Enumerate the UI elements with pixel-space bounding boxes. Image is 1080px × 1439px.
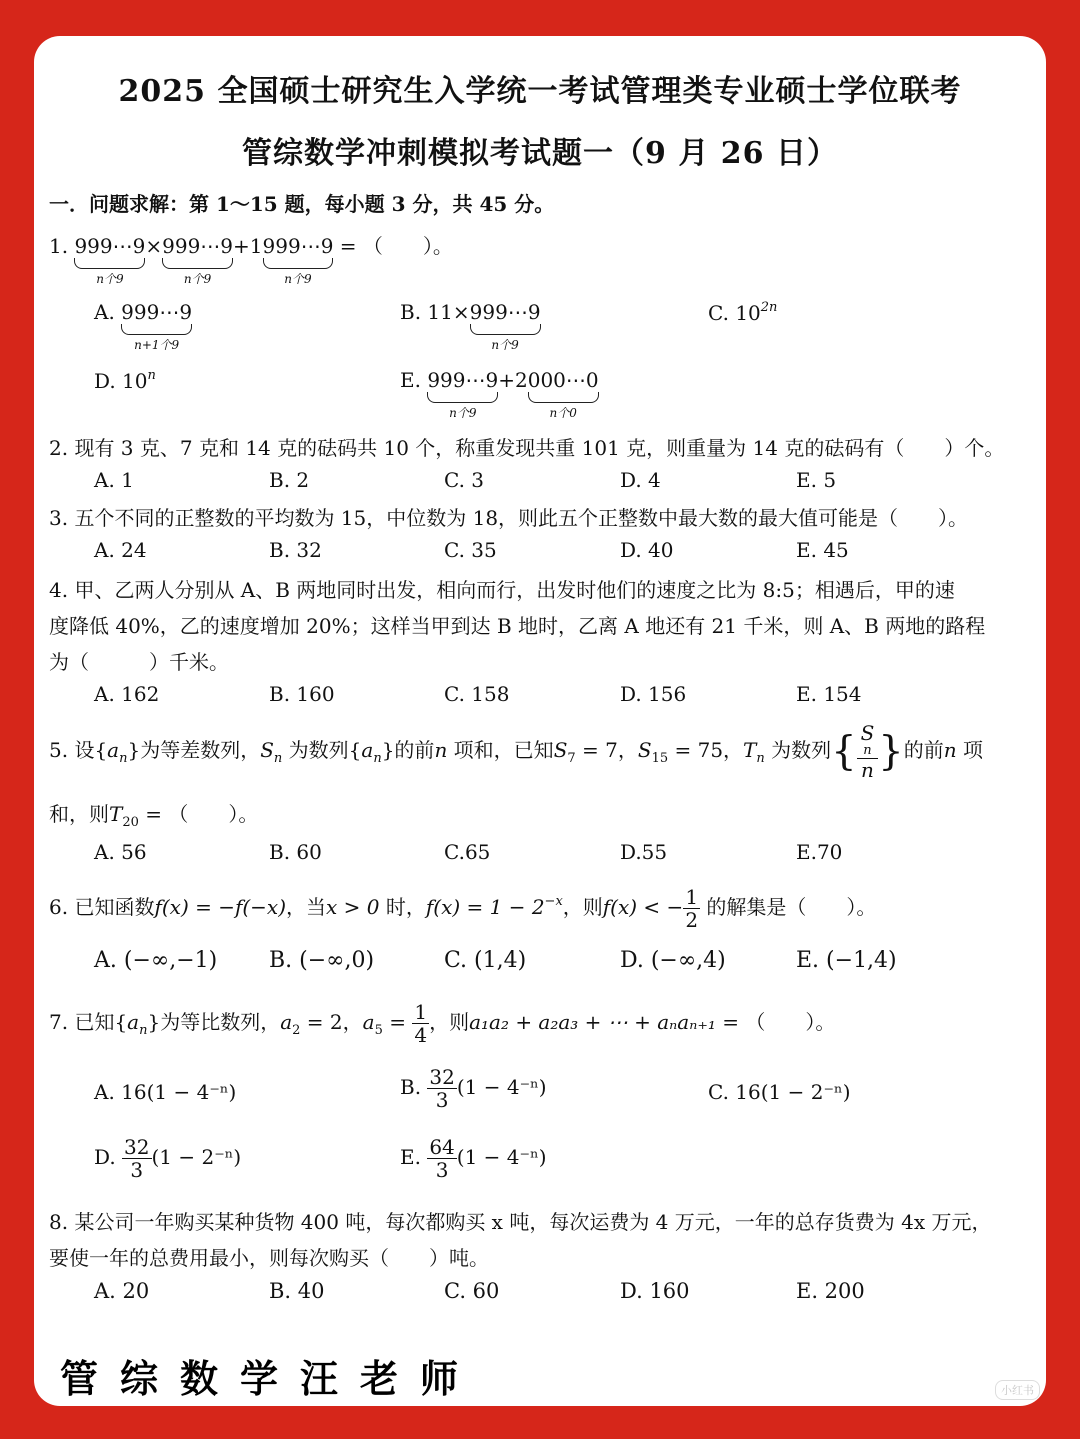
- q5-option-a[interactable]: A. 56: [94, 840, 147, 864]
- q3-option-d[interactable]: D. 40: [620, 538, 674, 562]
- q4-option-c[interactable]: C. 158: [444, 682, 510, 706]
- q4-option-d[interactable]: D. 156: [620, 682, 687, 706]
- page-title: 2025 全国硕士研究生入学统一考试管理类专业硕士学位联考: [118, 74, 962, 109]
- q1-option-a[interactable]: A. 999⋯9 n+1个9: [94, 300, 193, 352]
- question-4-line2: 度降低 40%，乙的速度增加 20%；这样当甲到达 B 地时，乙离 A 地还有 21 千米，则 A、B 两地的路程: [49, 614, 986, 638]
- author-signature: 管综数学汪老师: [60, 1357, 481, 1401]
- q1-option-d[interactable]: D. 10$^n$: [94, 368, 156, 393]
- q7-option-d[interactable]: D. $\frac{32}{3}$ (1 − 2⁻ⁿ): [94, 1135, 242, 1182]
- question-4-line1: 4. 甲、乙两人分别从 A、B 两地同时出发，相向而行，出发时他们的速度之比为 8:5；相遇后，甲的速: [49, 578, 955, 602]
- q8-option-d[interactable]: D. 160: [620, 1279, 690, 1303]
- q5-option-c[interactable]: C.65: [444, 840, 491, 864]
- fraction-one-half: $\frac{1}{2}$: [685, 885, 699, 932]
- q2-option-e[interactable]: E. 5: [796, 468, 837, 492]
- underbrace-term: 999⋯9 n个9: [74, 234, 146, 286]
- q7-option-e[interactable]: E. $\frac{64}{3}$ (1 − 4⁻ⁿ): [400, 1135, 547, 1182]
- q6-option-c[interactable]: C. (1,4): [444, 948, 527, 973]
- q3-option-c[interactable]: C. 35: [444, 538, 497, 562]
- q7-option-c[interactable]: C. 16(1 − 2⁻ⁿ): [708, 1080, 851, 1104]
- question-5-line1: 5. 设$\{a_n\}$为等差数列，$S_n$ 为数列$\{a_n\}$的前n 项和，已知$S_7 = 7$，$S_{15} = 75$，$T_n$ 为数列{ S n n }的前n 项: [49, 721, 983, 783]
- page-subtitle: 管综数学冲刺模拟考试题一（9 月 26 日）: [242, 136, 838, 171]
- q8-option-c[interactable]: C. 60: [444, 1279, 500, 1303]
- q4-option-b[interactable]: B. 160: [269, 682, 335, 706]
- question-4-line3: 为（ ）千米。: [49, 650, 229, 674]
- fraction-one-quarter: $\frac{1}{4}$: [414, 1000, 428, 1047]
- q8-option-b[interactable]: B. 40: [269, 1279, 325, 1303]
- q2-option-c[interactable]: C. 3: [444, 468, 485, 492]
- q4-option-a[interactable]: A. 162: [94, 682, 160, 706]
- watermark: 小红书: [995, 1380, 1040, 1400]
- q6-option-a[interactable]: A. (−∞,−1): [94, 948, 218, 973]
- question-3: 3. 五个不同的正整数的平均数为 15，中位数为 18，则此五个正整数中最大数的最大值可能是（ ）。: [49, 506, 969, 530]
- q7-option-a[interactable]: A. 16(1 − 4⁻ⁿ): [94, 1080, 237, 1104]
- underbrace-term: 999⋯9 n个9: [162, 234, 234, 286]
- q8-option-a[interactable]: A. 20: [94, 1279, 150, 1303]
- q5-option-e[interactable]: E.70: [796, 840, 843, 864]
- q5-option-b[interactable]: B. 60: [269, 840, 322, 864]
- fraction-sn-over-n: S n n: [857, 722, 879, 781]
- question-1: 1. 999⋯9 n个9 ×999⋯9 n个9 +1999⋯9 n个9 = （ ）。: [49, 234, 453, 286]
- q2-option-a[interactable]: A. 1: [94, 468, 134, 492]
- q1-option-b[interactable]: B. 11×999⋯9 n个9: [400, 300, 541, 352]
- question-number: 1.: [49, 234, 69, 258]
- q1-option-e[interactable]: E. 999⋯9 n个9 +2000⋯0 n个0: [400, 368, 599, 420]
- q8-option-e[interactable]: E. 200: [796, 1279, 865, 1303]
- q7-option-b[interactable]: B. $\frac{32}{3}$ (1 − 4⁻ⁿ): [400, 1065, 547, 1112]
- q6-option-b[interactable]: B. (−∞,0): [269, 948, 375, 973]
- q6-option-d[interactable]: D. (−∞,4): [620, 948, 726, 973]
- underbrace-term: 999⋯9 n个9: [262, 234, 334, 286]
- q5-option-d[interactable]: D.55: [620, 840, 668, 864]
- q4-option-e[interactable]: E. 154: [796, 682, 862, 706]
- q2-option-d[interactable]: D. 4: [620, 468, 661, 492]
- q3-option-e[interactable]: E. 45: [796, 538, 849, 562]
- question-2: 2. 现有 3 克、7 克和 14 克的砝码共 10 个，称重发现共重 101 克，则重量为 14 克的砝码有（ ）个。: [49, 436, 1005, 460]
- q2-option-b[interactable]: B. 2: [269, 468, 310, 492]
- q6-option-e[interactable]: E. (−1,4): [796, 948, 897, 973]
- q1-option-c[interactable]: C. $10^{2n}$: [708, 300, 778, 325]
- q3-option-a[interactable]: A. 24: [94, 538, 147, 562]
- question-6: 6. 已知函数f(x) = −f(−x)，当x > 0 时，$f(x) = 1 - 2^{-x}$，则f(x) < − $\frac{1}{2}$ 的解集是（ ）。: [49, 885, 877, 932]
- section-heading: 一．问题求解：第 1～15 题，每小题 3 分，共 45 分。: [49, 192, 555, 216]
- question-5-line2: 和，则$T_{20}$ = （ ）。: [49, 802, 259, 830]
- exam-paper: [34, 36, 1046, 1406]
- question-7: 7. 已知$\{a_n\}$为等比数列，$a_2 = 2$，$a_5$ = $\frac{1}{4}$ ，则a₁a₂ + a₂a₃ + ⋯ + aₙaₙ₊₁ = （ ）。: [49, 1000, 836, 1047]
- question-8-line1: 8. 某公司一年购买某种货物 400 吨，每次都购买 x 吨，每次运费为 4 万元，一年的总存货费为 4x 万元，: [49, 1210, 992, 1234]
- question-8-line2: 要使一年的总费用最小，则每次购买（ ）吨。: [49, 1246, 489, 1270]
- q3-option-b[interactable]: B. 32: [269, 538, 322, 562]
